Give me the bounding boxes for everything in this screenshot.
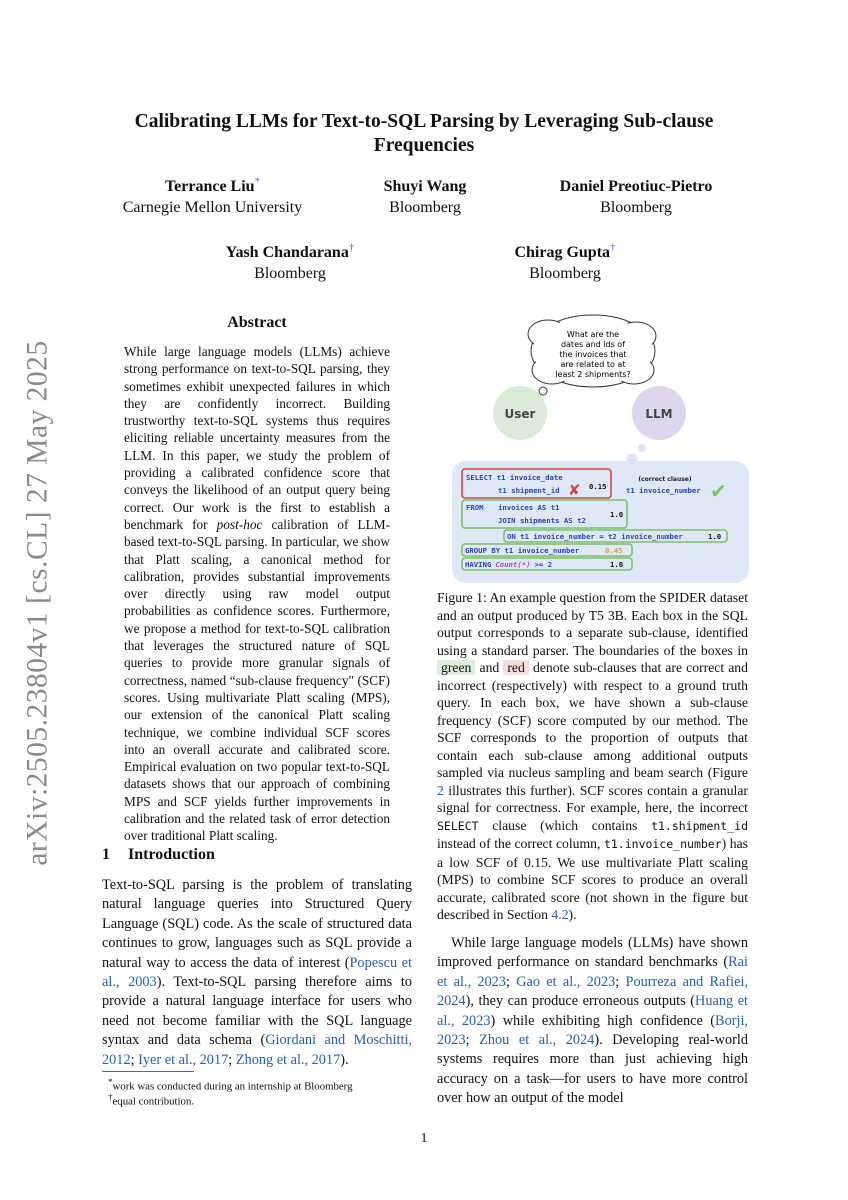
author-block-2 [330, 176, 520, 218]
author-name: Yash Chandarana† [225, 241, 355, 261]
body-paragraph: While large language models (LLMs) have shown improved performance on standard benchmarks (Rai et al., 2023; Gao et al., 2023; Pourreza and Rafiei, 2024), they can produce erroneous outputs (Huang et al., 2023) while exhibiting high confidence (Borji, 2023; Zhou et al., 2024). Developing real-world systems requires more than just achieving high accuracy on a task—for users to have more control over how an output of the model [437, 935, 749, 1107]
citation-link[interactable]: Huang et al., 2023 [437, 993, 749, 1029]
citation-link[interactable]: Zhou et al., 2024 [479, 1032, 595, 1049]
page-number: 1 [420, 1131, 428, 1146]
correct-check-icon: ✔ [710, 479, 727, 503]
question-line: What are the [566, 330, 620, 339]
group-by-line: GROUP BY t1 invoice_number [465, 546, 580, 555]
citation-link[interactable]: Rai et al., 2023 [437, 954, 748, 990]
footnote-rule [102, 1071, 194, 1072]
thought-dot [638, 444, 646, 452]
author-affiliation: Bloomberg [389, 199, 461, 216]
author-name: Shuyi Wang [383, 178, 467, 195]
author-affiliation: Carnegie Mellon University [122, 199, 303, 216]
author-block-3 [525, 176, 747, 218]
figure-reference-link[interactable]: 2 [437, 782, 444, 798]
figure-caption: Figure 1: An example question from the SPIDER dataset and an output produced by T5 3B. Each box in the SQL output corresponds to a separate sub-clause, identified using a standard parser. The boundaries of the boxes in green and red denote sub-clauses that are correct and incorrect (respectively) with respect to a ground truth query. In each box, we have shown a sub-clause frequency (SCF) score computed by our method. The SCF corresponds to the proportion of outputs that contain each sub-clause among additional outputs sampled via nucleus sampling and beam search (Figure 2 illustrates this further). SCF scores contain a granular signal for correctness. For example, here, the incorrect SELECT clause (which contains t1.shipment_id instead of the correct column, t1.invoice_number) has a low SCF of 0.15. We use multivariate Platt scaling (MPS) to combine SCF scores to produce an overall accurate, calibrated score (not shown in the figure but described in Section 4.2). [437, 590, 748, 922]
author-block-1 [95, 176, 330, 218]
arxiv-identifier [8, 340, 68, 866]
question-line: are related to at [560, 360, 626, 369]
citation-link[interactable]: Giordani and Moschitti, 2012 [102, 1032, 412, 1068]
section-reference-link[interactable]: 4.2 [551, 907, 569, 922]
select-line-1: SELECT t1 invoice_date [466, 473, 563, 482]
on-line: ON t1 invoice_number = t2 invoice_number [507, 532, 683, 541]
on-score: 1.0 [708, 532, 722, 541]
paper-title [0, 110, 848, 158]
question-line: dates and ids of [560, 340, 626, 349]
select-score: 0.15 [589, 482, 607, 491]
citation-link[interactable]: Gao et al., 2023 [516, 973, 616, 990]
author-name: Terrance Liu* [164, 175, 261, 195]
citation-link[interactable]: Popescu et al., 2003 [102, 954, 412, 991]
incorrect-cross-icon: ✘ [568, 481, 581, 499]
section-heading: 1 Introduction [102, 846, 215, 863]
correct-clause-text: t1 invoice_number [626, 486, 701, 495]
green-chip: green [437, 660, 475, 675]
question-cloud [528, 315, 656, 403]
footnote-1: *work was conducted during an internship at Bloomberg [108, 1077, 353, 1093]
abstract-heading: Abstract [227, 314, 287, 331]
question-line: least 2 shipments? [555, 370, 631, 379]
citation-link[interactable]: Zhong et al., 2017 [235, 1051, 341, 1068]
having-line: HAVING Count(*) >= 2 [465, 560, 553, 569]
llm-label: LLM [645, 407, 673, 421]
title-line-1: Calibrating LLMs for Text-to-SQL Parsing by Leveraging Sub-clause [134, 111, 714, 132]
from-line-1: invoices AS t1 [498, 503, 560, 512]
having-score: 1.0 [610, 560, 624, 569]
arxiv-id-text: arXiv:2505.23804v1 [cs.CL] 27 May 2025 [21, 340, 54, 866]
from-keyword: FROM [466, 503, 484, 512]
author-affiliation: Bloomberg [600, 199, 672, 216]
figure-1-diagram [452, 312, 752, 584]
footnote-2: †equal contribution. [108, 1092, 195, 1108]
from-line-2: JOIN shipments AS t2 [498, 516, 586, 525]
author-name: Chirag Gupta† [514, 241, 616, 261]
figure-1 [452, 312, 752, 584]
from-score: 1.0 [610, 510, 624, 519]
user-label: User [504, 407, 536, 421]
question-line: the invoices that [559, 350, 627, 359]
correct-clause-label: (correct clause) [638, 476, 692, 483]
abstract-text: While large language models (LLMs) achieve strong performance on text-to-SQL parsing, they sometimes exhibit unexpected failures in which they are confidently incorrect. Building trustworthy text-to-SQL systems thus requires eliciting reliable uncertainty measures from the LLM. In this paper, we study the problem of providing a calibrated confidence score that conveys the likelihood of an output query being correct. Our work is the first to establish a benchmark for post-hoc calibration of LLM-based text-to-SQL parsing. In particular, we show that Platt scaling, a canonical method for calibration, provides substantial improvements over directly using raw model output probabilities as confidence scores. Furthermore, we propose a method for text-to-SQL calibration that leverages the structured nature of SQL queries to provide more granular signals of correctness, named “sub-clause frequency" (SCF) scores. Using multivariate Platt scaling (MPS), our extension of the canonical Platt scaling technique, we combine individual SCF scores into an overall accurate and calibrated score. Empirical evaluation on two popular text-to-SQL datasets shows that our approach of combining MPS and SCF yields further improvements in calibration and the related task of error detection over traditional Platt scaling. [124, 344, 390, 844]
citation-link[interactable]: Iyer et al., 2017 [138, 1051, 229, 1068]
citation-link[interactable]: Borji, 2023 [437, 1012, 748, 1049]
title-line-2: Frequencies [373, 135, 475, 156]
author-affiliation: Bloomberg [254, 265, 326, 282]
author-affiliation: Bloomberg [529, 265, 601, 282]
intro-paragraph: Text-to-SQL parsing is the problem of translating natural language queries into Structured Query Language (SQL) code. As the scale of structured data continues to grow, languages such as SQL provide a natural way to access the data of interest (Popescu et al., 2003). Text-to-SQL parsing therefore aims to provide a natural language interface for users who need not become familiar with the SQL language syntax and data schema (Giordani and Moschitti, 2012; Iyer et al., 2017; Zhong et al., 2017). [102, 877, 412, 1068]
citation-link[interactable]: Pourreza and Rafiei, 2024 [437, 973, 749, 1010]
author-name: Daniel Preotiuc-Pietro [559, 178, 713, 195]
group-by-score: 0.45 [605, 546, 623, 555]
red-chip: red [503, 660, 528, 675]
author-block-4 [190, 242, 390, 284]
author-block-5 [465, 242, 665, 284]
select-line-2: t1 shipment_id [498, 486, 560, 495]
